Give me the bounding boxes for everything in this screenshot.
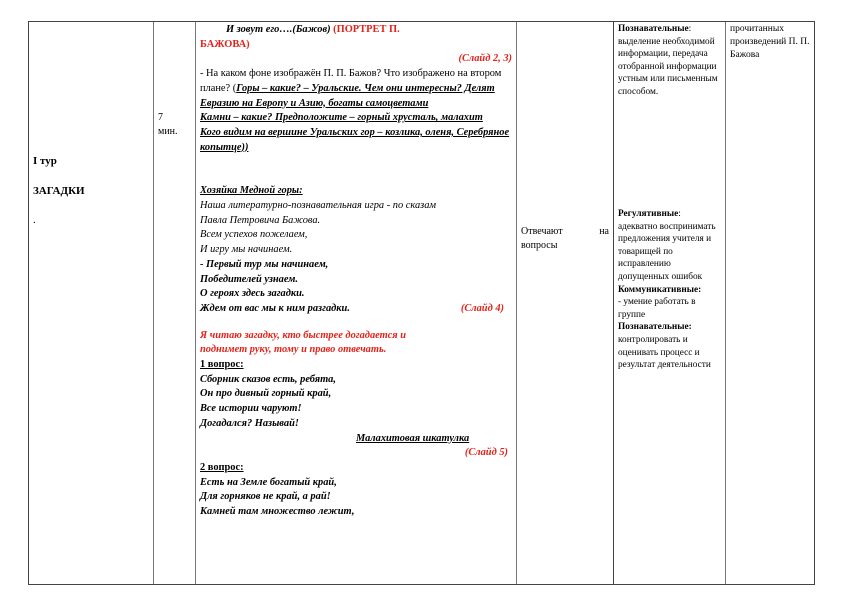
uud-colon: : bbox=[688, 24, 692, 34]
portrait-note: (ПОРТРЕТ П. bbox=[333, 24, 400, 35]
host-line: Наша литературно-познавательная игра - по сказам bbox=[200, 200, 437, 212]
portrait-note-cont: БАЖОВА) bbox=[200, 38, 250, 50]
student-activity-cell bbox=[516, 22, 613, 584]
duration-unit: мин. bbox=[158, 126, 178, 137]
poem-line: Победителей узнаем. bbox=[200, 273, 298, 285]
answer-stones: Камни – какие? Предположите – горный хрусталь, малахит bbox=[200, 112, 483, 124]
poem-line: О героях здесь загадки. bbox=[200, 288, 305, 300]
teacher-activity-text bbox=[200, 23, 512, 520]
question-2-label: 2 вопрос: bbox=[200, 461, 244, 473]
uud-text: выделение необходимой информации, передача отобранной информации устным или письменным способом. bbox=[618, 36, 718, 97]
results-cell bbox=[725, 22, 814, 584]
uud-colon: : bbox=[678, 209, 681, 219]
host-line: И игру мы начинаем. bbox=[200, 244, 293, 256]
riddle-answer: Малахитовая шкатулка bbox=[356, 432, 470, 444]
uud-label: Коммуникативные: bbox=[618, 284, 702, 295]
riddle-line: Для горняков не край, а рай! bbox=[200, 491, 331, 503]
riddle-line: Сборник сказов есть, ребята, bbox=[200, 373, 336, 385]
activity-word: Отвечают bbox=[521, 226, 563, 237]
stage-subtitle: ЗАГАДКИ bbox=[33, 185, 85, 197]
uud-text: адекватно воспринимать предложения учителя и товарищей по исправлению допущенных ошибок bbox=[618, 221, 716, 282]
uud-text: контролировать и оценивать процесс и результат деятельности bbox=[618, 334, 711, 371]
question-1-label: 1 вопрос: bbox=[200, 359, 244, 371]
stage-dot: . bbox=[33, 214, 36, 226]
lesson-plan-table bbox=[28, 21, 815, 585]
results-text: прочитанных произведений П. П. Бажова bbox=[730, 24, 810, 60]
slide-ref: (Слайд 5) bbox=[464, 447, 508, 459]
uud-label: Регулятивные bbox=[618, 209, 679, 219]
uud-cell bbox=[613, 22, 725, 584]
uud-text: - умение работать в группе bbox=[618, 297, 696, 320]
duration bbox=[158, 111, 178, 139]
uud-regulatory bbox=[618, 208, 724, 372]
activity-word: вопросы bbox=[521, 240, 558, 251]
activity-word: на bbox=[599, 226, 609, 237]
question-paragraph bbox=[200, 67, 512, 111]
slide-ref: (Слайд 2, 3) bbox=[458, 53, 512, 65]
poem-line: - Первый тур мы начинаем, bbox=[200, 258, 329, 270]
question-text: - На каком фоне изображён П. П. Бажов? Что изображено на втором плане? ( bbox=[200, 68, 502, 94]
uud-label: Познавательные bbox=[618, 24, 689, 34]
stage-cell bbox=[29, 22, 153, 584]
riddle-line: Есть на Земле богатый край, bbox=[200, 476, 337, 488]
poem-line: Ждем от вас мы к ним разгадки. bbox=[200, 302, 350, 314]
host-label: Хозяйка Медной горы: bbox=[200, 185, 303, 197]
duration-cell bbox=[153, 22, 195, 584]
riddle-line: Догадался? Называй! bbox=[200, 417, 299, 429]
answer-summit: Кого видим на вершине Уральских гор – козлика, оленя, Серебряное копытце)) bbox=[200, 126, 510, 153]
slide-ref: (Слайд 4) bbox=[460, 302, 504, 314]
riddle-line: Камней там множество лежит, bbox=[200, 506, 355, 518]
instruction-line: Я читаю загадку, кто быстрее догадается и bbox=[200, 329, 407, 341]
teacher-activity-cell bbox=[195, 22, 516, 584]
riddle-line: Все истории чаруют! bbox=[200, 403, 302, 415]
host-line: Павла Петровича Бажова. bbox=[200, 214, 321, 226]
intro-line: И зовут его….(Бажов) bbox=[226, 24, 331, 35]
duration-value: 7 bbox=[158, 112, 163, 123]
riddle-line: Он про дивный горный край, bbox=[200, 388, 332, 400]
uud-cognitive-1 bbox=[618, 23, 724, 99]
stage-title: I тур bbox=[33, 155, 57, 167]
instruction-line: поднимет руку, тому и право отвечать. bbox=[200, 344, 387, 356]
host-line: Всем успехов пожелаем, bbox=[200, 229, 308, 241]
answer-mountains: Горы – какие? – Уральские. Чем они интересны? Делят Евразию на Европу и Азию, богаты самоцветами bbox=[200, 82, 495, 109]
student-activity-text bbox=[521, 225, 609, 253]
uud-label: Познавательные: bbox=[618, 322, 692, 333]
